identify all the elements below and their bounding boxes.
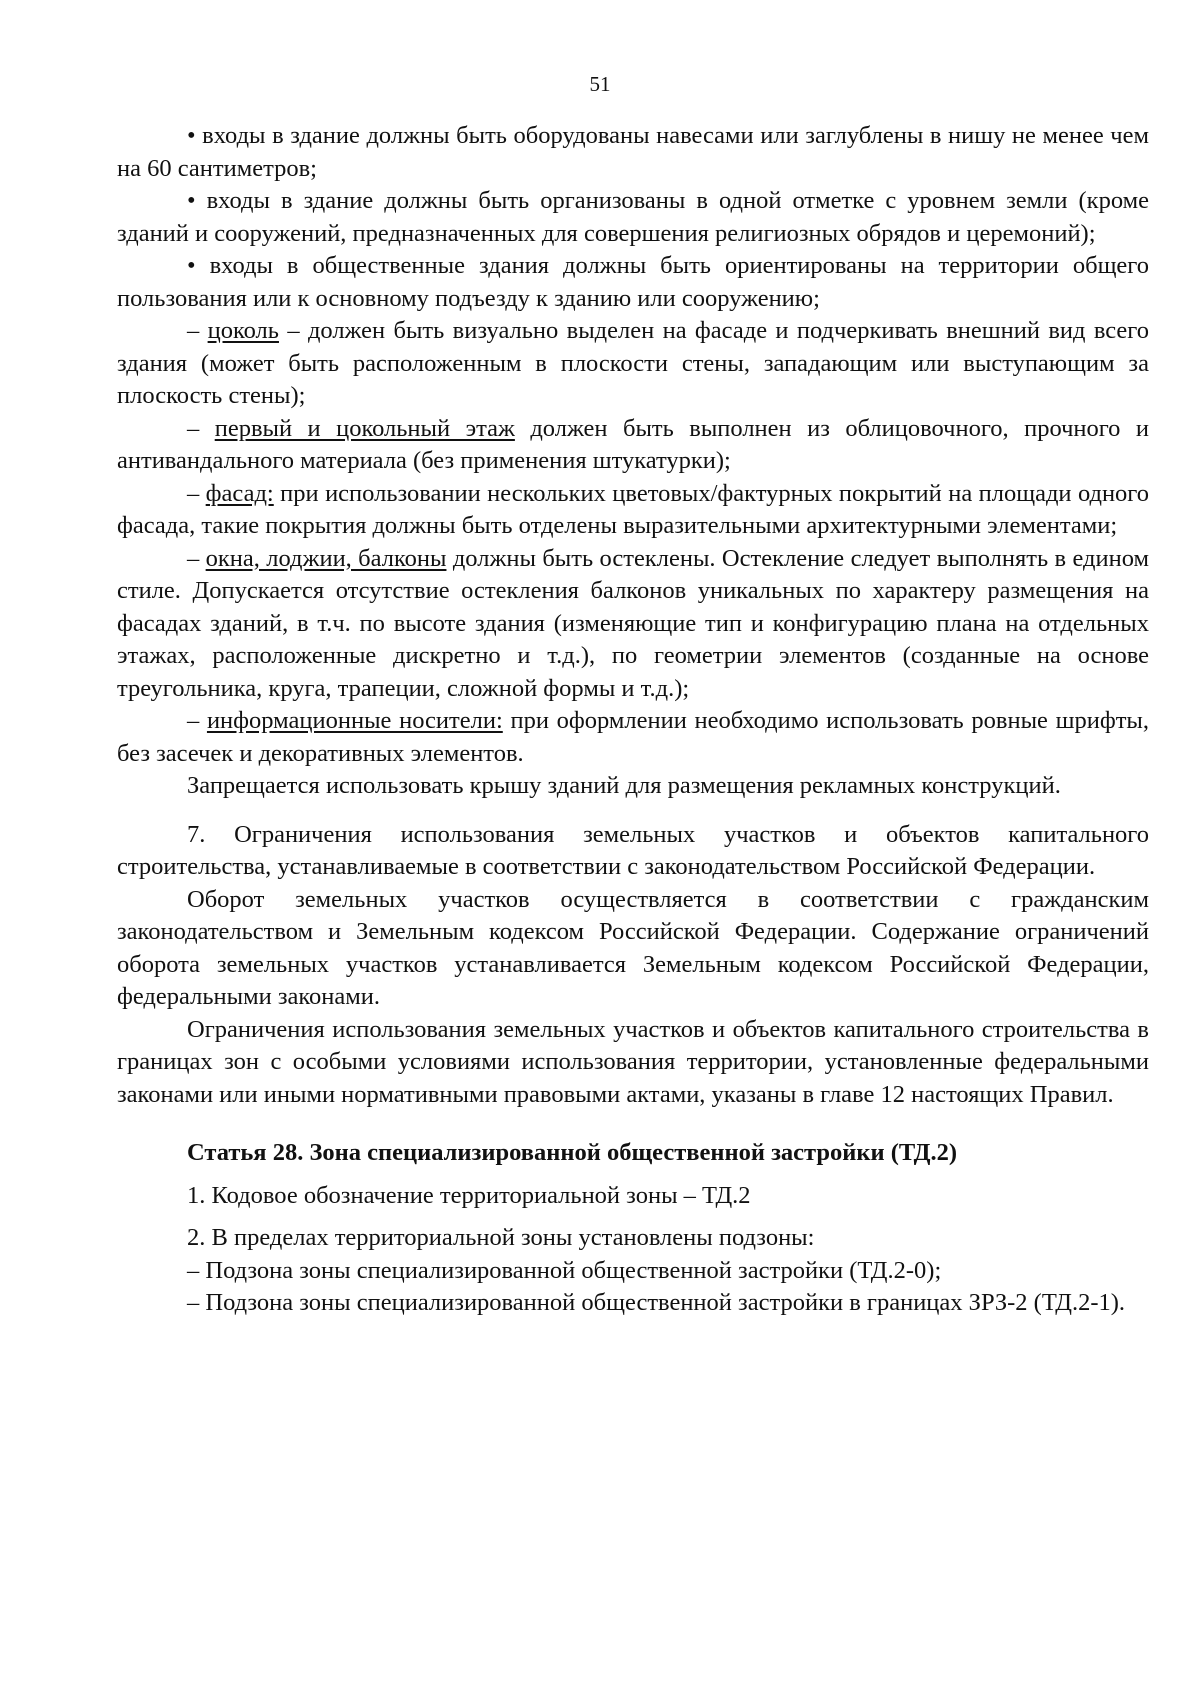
page-number: 51	[589, 72, 611, 96]
facade-text: при использовании нескольких цветовых/фактурных покрытий на площади одного фасада, такие покрытия должны быть отделены выразительными архитектурными элементами;	[117, 479, 1149, 539]
term-facade: фасад:	[205, 479, 274, 507]
term-plinth: цоколь	[207, 317, 279, 344]
paragraph-entrances-ground-level: • входы в здание должны быть организованы в одной отметке с уровнем земли (кроме зданий и сооружений, предназначенных для совершения религиозных обрядов и церемоний);	[117, 187, 1149, 247]
dash: –	[187, 707, 207, 734]
dash: –	[187, 544, 206, 572]
plinth-text: – должен быть визуально выделен на фасаде и подчеркивать внешний вид всего здания (может быть расположенным в плоскости стены, западающим или выступающим за плоскость стены);	[117, 317, 1149, 409]
article-item-1: 1. Кодовое обозначение территориальной зоны – ТД.2	[187, 1181, 751, 1209]
paragraph-section-7: 7. Ограничения использования земельных участков и объектов капитального строительства, устанавливаемые в соответствии с законодательством Российской Федерации.	[117, 820, 1149, 880]
paragraph-special-zones: Ограничения использования земельных участков и объектов капитального строительства в границах зон с особыми условиями использования территории, установленные федеральными законами или иными нормативными правовыми актами, указаны в главе 12 настоящих Правил.	[117, 1015, 1149, 1108]
paragraph-roof-ads: Запрещается использовать крышу зданий для размещения рекламных конструкций.	[187, 772, 1061, 799]
dash: –	[187, 317, 208, 344]
dash: –	[187, 414, 215, 442]
page-body	[117, 120, 1149, 1320]
windows-text: должны быть остеклены. Остекление следует выполнять в едином стиле. Допускается отсутствие остекления балконов уникальных по характеру размещения на фасадах зданий, в т.ч. по высоте здания (изменяющие тип и конфигурацию плана на отдельных этажах, расположенные дискретно и т.д.), по геометрии элементов (созданные на основе треугольника, круга, трапеции, сложной формы и т.д.);	[117, 544, 1149, 702]
info-carriers-text: при оформлении необходимо использовать ровные шрифты, без засечек и декоративных элементов.	[117, 707, 1150, 767]
term-first-floor: первый и цокольный этаж	[214, 414, 515, 442]
article-subzone-2: – Подзона зоны специализированной общественной застройки в границах ЗРЗ-2 (ТД.2-1).	[187, 1289, 1126, 1316]
paragraph-facade	[117, 478, 1149, 543]
paragraph-windows	[117, 543, 1149, 706]
article-subzone-1: – Подзона зоны специализированной общественной застройки (ТД.2-0);	[187, 1256, 942, 1284]
dash: –	[187, 479, 206, 507]
article-heading: Статья 28. Зона специализированной общественной застройки (ТД.2)	[187, 1139, 958, 1166]
article-item-2: 2. В пределах территориальной зоны установлены подзоны:	[187, 1224, 815, 1251]
paragraph-plinth	[117, 315, 1149, 413]
paragraph-entrances-canopies: • входы в здание должны быть оборудованы навесами или заглублены в нишу не менее чем на 60 сантиметров;	[117, 122, 1149, 182]
paragraph-first-floor	[117, 413, 1149, 478]
term-info-carriers: информационные носители:	[206, 707, 503, 734]
paragraph-entrances-orientation: • входы в общественные здания должны быть ориентированы на территории общего пользования или к основному подъезду к зданию или сооружению;	[117, 252, 1149, 312]
first-floor-text: должен быть выполнен из облицовочного, прочного и антивандального материала (без применения штукатурки);	[117, 414, 1149, 474]
term-windows: окна, лоджии, балконы	[205, 544, 447, 572]
paragraph-info-carriers	[117, 705, 1149, 770]
paragraph-land-turnover: Оборот земельных участков осуществляется в соответствии с гражданским законодательством и Земельным кодексом Российской Федерации. Содержание ограничений оборота земельных участков устанавливается Земельным кодексом Российской Федерации, федеральными законами.	[117, 885, 1149, 1010]
